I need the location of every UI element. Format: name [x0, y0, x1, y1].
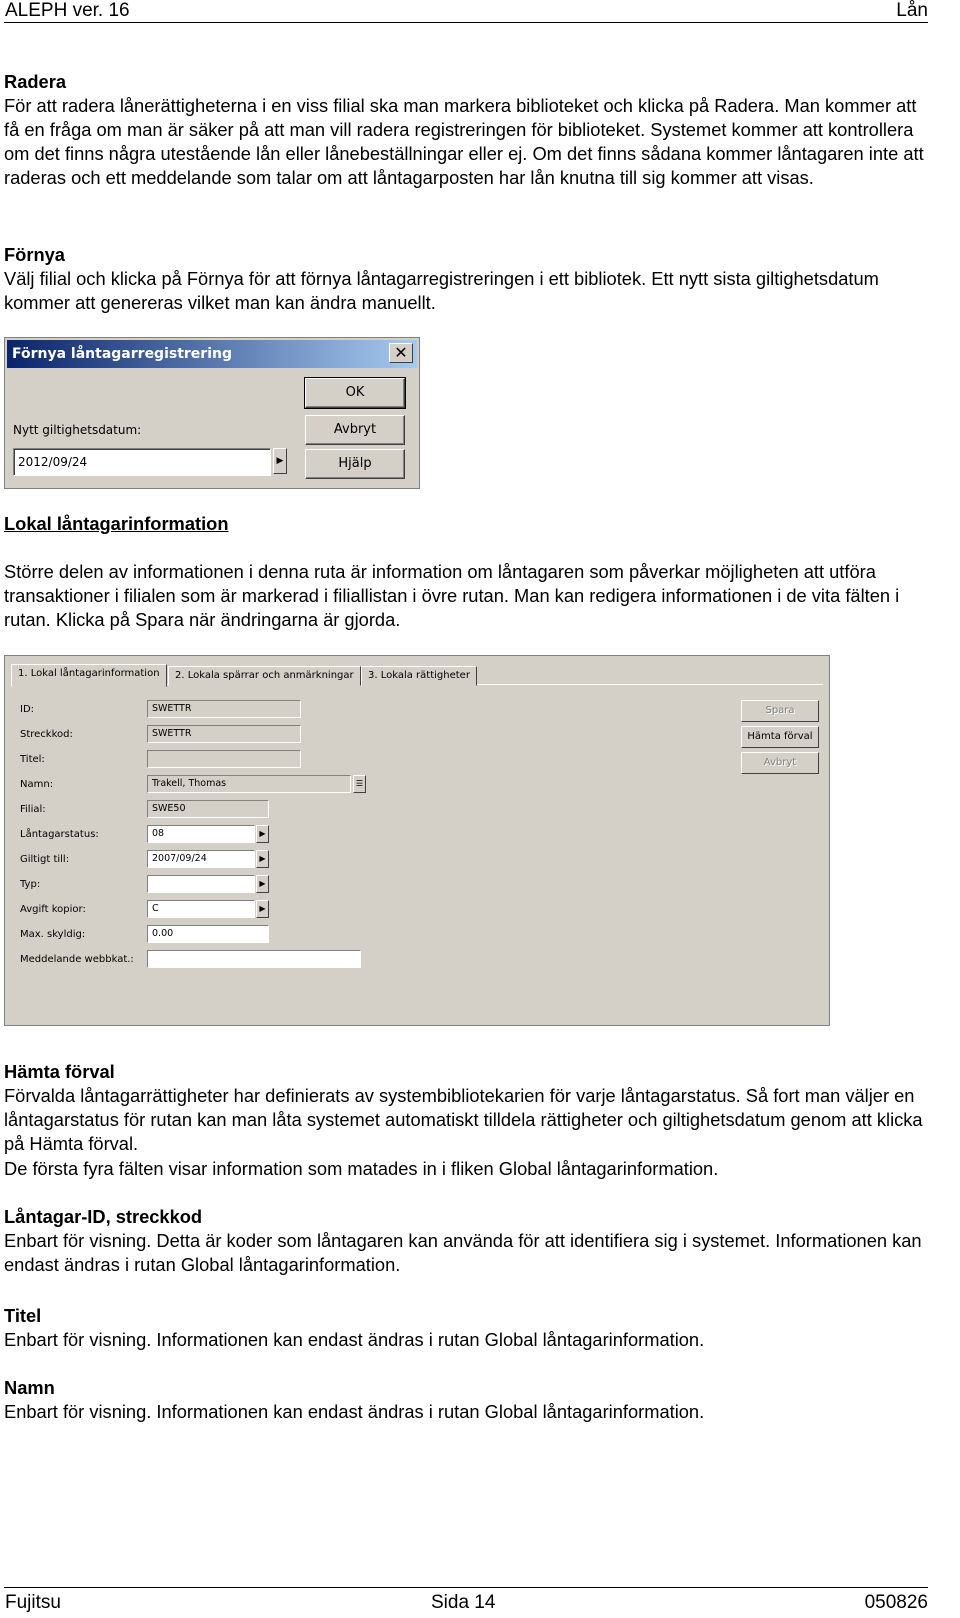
- text-id: Enbart för visning. Detta är koder som låntagaren kan använda för att identifiera sig i systemet. Informationen kan endast ändras i rutan Global låntagarinformation.: [4, 1230, 922, 1275]
- valid-arrow-icon[interactable]: ▶: [256, 850, 269, 868]
- footer-page-number: Sida 14: [431, 1592, 496, 1613]
- label-title: Titel:: [20, 754, 45, 765]
- message-field[interactable]: [147, 950, 361, 968]
- section-namn: [4, 1376, 934, 1424]
- section-radera: [4, 70, 934, 190]
- text-forsta: De första fyra fälten visar information som matades in i fliken Global låntagarinformation.: [4, 1158, 719, 1179]
- name-field: Trakell, Thomas: [147, 775, 351, 793]
- type-field[interactable]: [147, 875, 255, 893]
- id-field: SWETTR: [147, 700, 301, 718]
- footer-company: Fujitsu: [5, 1592, 61, 1613]
- label-max-owed: Max. skyldig:: [20, 929, 86, 940]
- renew-dialog: [4, 337, 420, 489]
- tab-local-blocks[interactable]: 2. Lokala spärrar och anmärkningar: [168, 666, 361, 686]
- text-radera: För att radera lånerättigheterna i en viss filial ska man markera biblioteket och klicka på Radera. Man kommer att få en fråga om man är säker på att man vill radera registreringen för biblioteket. Systemet kommer att kontrollera om det finns några utestående lån eller lånebeställningar eller ej. Om det finns sådana kommer låntagaren inte att raderas och ett meddelande som talar om att låntagarposten har lån knutna till sig kommer att visas.: [4, 95, 924, 188]
- type-arrow-icon[interactable]: ▶: [256, 875, 269, 893]
- copy-fee-arrow-icon[interactable]: ▶: [256, 900, 269, 918]
- date-label: Nytt giltighetsdatum:: [13, 423, 142, 437]
- heading-fornya: Förnya: [4, 244, 65, 265]
- branch-field: SWE50: [147, 800, 269, 818]
- label-type: Typ:: [20, 879, 41, 890]
- heading-id: Låntagar-ID, streckkod: [4, 1206, 203, 1227]
- fetch-defaults-button[interactable]: Hämta förval: [741, 726, 819, 748]
- copy-fee-field[interactable]: C: [147, 900, 255, 918]
- label-barcode: Streckkod:: [20, 729, 73, 740]
- cancel-button[interactable]: Avbryt: [305, 415, 405, 445]
- label-branch: Filial:: [20, 804, 46, 815]
- local-patron-panel: [4, 655, 830, 1026]
- status-arrow-icon[interactable]: ▶: [256, 825, 269, 843]
- text-fornya: Välj filial och klicka på Förnya för att förnya låntagarregistreringen i ett bibliotek. Ett nytt sista giltighetsdatum kommer att genereras vilket man kan ändra manuellt.: [4, 268, 879, 313]
- page-footer: [4, 1587, 928, 1616]
- label-message: Meddelande webbkat.:: [20, 954, 134, 965]
- section-fornya: [4, 243, 934, 315]
- header-section: Lån: [896, 0, 928, 21]
- header-product: ALEPH ver. 16: [5, 0, 130, 21]
- date-arrow-icon[interactable]: ▶: [273, 448, 287, 474]
- date-input[interactable]: 2012/09/24: [13, 448, 271, 476]
- footer-date: 050826: [864, 1592, 928, 1613]
- text-hamta: Förvalda låntagarrättigheter har definierats av systembibliotekarien för varje låntagarstatus. Så fort man väljer en låntagarstatus för rutan kan man låta systemet automatiskt tilldela rättigheter och giltighetsdatum genom att klicka på Hämta förval.: [4, 1085, 923, 1154]
- save-button[interactable]: Spara: [741, 700, 819, 722]
- section-forsta: [4, 1157, 934, 1181]
- label-copy-fee: Avgift kopior:: [20, 904, 86, 915]
- title-field: [147, 750, 301, 768]
- text-namn: Enbart för visning. Informationen kan endast ändras i rutan Global låntagarinformation.: [4, 1401, 705, 1422]
- text-lokal: Större delen av informationen i denna ruta är information om låntagaren som påverkar möjligheten att utföra transaktioner i filialen som är markerad i filiallistan i övre rutan. Man kan redigera informationen i de vita fälten i rutan. Klicka på Spara när ändringarna är gjorda.: [4, 561, 900, 630]
- text-titel: Enbart för visning. Informationen kan endast ändras i rutan Global låntagarinformation.: [4, 1329, 705, 1350]
- ok-button[interactable]: OK: [305, 378, 405, 408]
- cancel-button[interactable]: Avbryt: [741, 752, 819, 774]
- tab-local-info[interactable]: 1. Lokal låntagarinformation: [11, 664, 167, 687]
- heading-hamta: Hämta förval: [4, 1061, 115, 1082]
- help-button[interactable]: Hjälp: [305, 449, 405, 479]
- section-lokal: [4, 512, 934, 632]
- section-hamta: [4, 1060, 934, 1156]
- section-titel: [4, 1304, 934, 1352]
- valid-field[interactable]: 2007/09/24: [147, 850, 255, 868]
- label-name: Namn:: [20, 779, 54, 790]
- label-status: Låntagarstatus:: [20, 829, 99, 840]
- close-icon[interactable]: ✕: [389, 343, 413, 363]
- barcode-field: SWETTR: [147, 725, 301, 743]
- dialog-title: Förnya låntagarregistrering: [7, 340, 417, 368]
- status-field[interactable]: 08: [147, 825, 255, 843]
- label-id: ID:: [20, 704, 35, 715]
- page-header: [4, 0, 928, 23]
- max-owed-field[interactable]: 0.00: [147, 925, 269, 943]
- heading-radera: Radera: [4, 71, 66, 92]
- name-list-icon[interactable]: ☰: [353, 775, 366, 793]
- label-valid: Giltigt till:: [20, 854, 70, 865]
- tab-local-privileges[interactable]: 3. Lokala rättigheter: [361, 666, 477, 686]
- heading-titel: Titel: [4, 1305, 42, 1326]
- heading-lokal: Lokal låntagarinformation: [4, 513, 229, 534]
- section-id: [4, 1205, 934, 1277]
- heading-namn: Namn: [4, 1377, 55, 1398]
